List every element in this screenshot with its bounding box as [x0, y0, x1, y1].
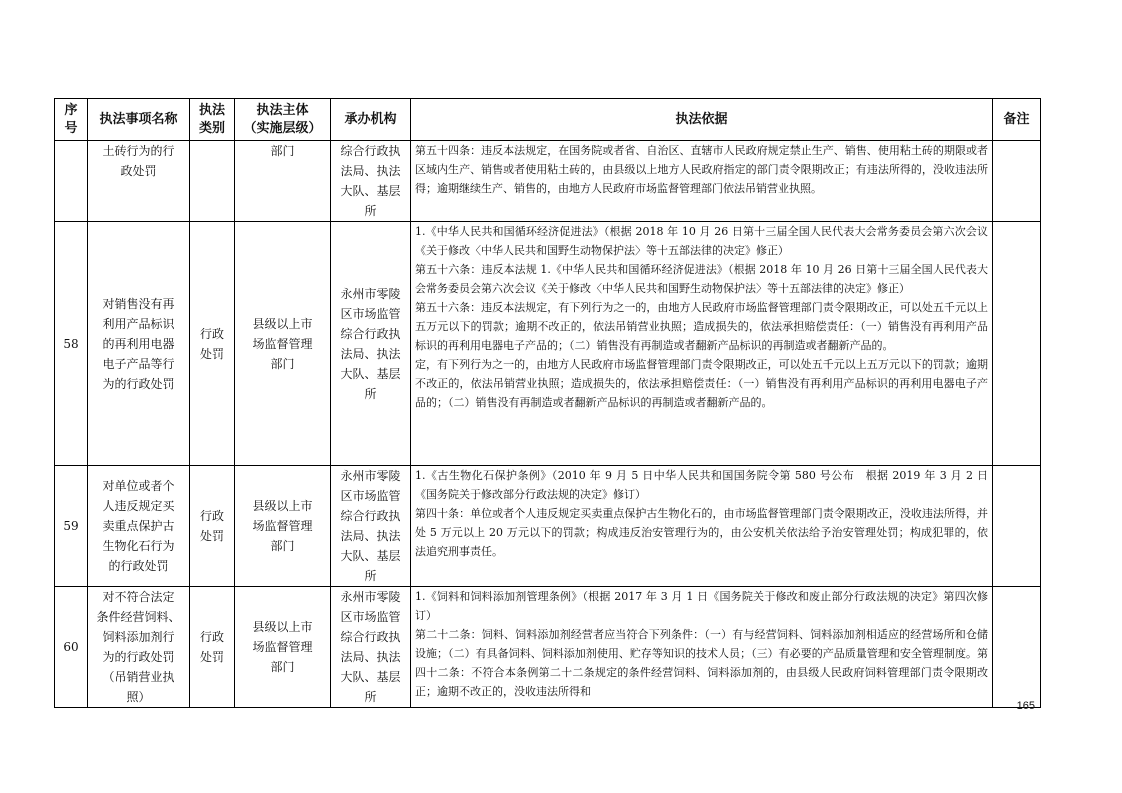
cell-seq: 59 — [55, 466, 88, 587]
header-category: 执法 类别 — [190, 99, 235, 141]
cell-category: 行政 处罚 — [190, 466, 235, 587]
cell-basis: 1.《古生物化石保护条例》（2010 年 9 月 5 日中华人民共和国国务院令第 580 号公布 根据 2019 年 3 月 2 日《国务院关于修改部分行政法规的决定》修订） 第四十条：单位或者个人违反规定买卖重点保护古生物化石的，由市场监督管理部门责令限期改正，没收违法所得，并处 5 万元以上 20 万元以下的罚款；构成违反治安管理行为的，由公安机关依法给予治安管理处罚；构成犯罪的，依法追究刑事责任。 — [411, 466, 993, 587]
cell-seq: 60 — [55, 587, 88, 708]
cell-name: 对不符合法定 条件经营饲料、 饲料添加剂行 为的行政处罚 （吊销营业执 照） — [88, 587, 190, 708]
header-subject: 执法主体 （实施层级） — [235, 99, 331, 141]
header-seq: 序 号 — [55, 99, 88, 141]
table-row — [55, 222, 1041, 466]
cell-subject: 县级以上市 场监督管理 部门 — [235, 222, 331, 466]
cell-remark — [993, 587, 1041, 708]
header-basis: 执法依据 — [411, 99, 993, 141]
header-org: 承办机构 — [331, 99, 411, 141]
page-number: 165 — [1016, 700, 1035, 712]
cell-org: 永州市零陵 区市场监管 综合行政执 法局、执法 大队、基层 所 — [331, 222, 411, 466]
cell-category — [190, 141, 235, 222]
cell-category: 行政 处罚 — [190, 587, 235, 708]
cell-basis: 1.《饲料和饲料添加剂管理条例》（根据 2017 年 3 月 1 日《国务院关于修改和废止部分行政法规的决定》第四次修订） 第二十二条：饲料、饲料添加剂经营者应当符合下列条件：（一）有与经营饲料、饲料添加剂相适应的经营场所和仓储设施；（二）有具备饲料、饲料添加剂使用、贮存等知识的技术人员；（三）有必要的产品质量管理和安全管理制度。第四十二条：不符合本条例第二十二条规定的条件经营饲料、饲料添加剂的，由县级人民政府饲料管理部门责令限期改正；逾期不改正的，没收违法所得和 — [411, 587, 993, 708]
cell-remark — [993, 141, 1041, 222]
enforcement-table — [54, 98, 1041, 708]
cell-org: 综合行政执 法局、执法 大队、基层 所 — [331, 141, 411, 222]
cell-org: 永州市零陵 区市场监管 综合行政执 法局、执法 大队、基层 所 — [331, 466, 411, 587]
table-row — [55, 141, 1041, 222]
cell-name: 土砖行为的行 政处罚 — [88, 141, 190, 222]
cell-remark — [993, 466, 1041, 587]
cell-seq: 58 — [55, 222, 88, 466]
cell-basis: 第五十四条：违反本法规定，在国务院或者省、自治区、直辖市人民政府规定禁止生产、销售、使用粘土砖的期限或者区域内生产、销售或者使用粘土砖的，由县级以上地方人民政府指定的部门责令限期改正；有违法所得的，没收违法所得；逾期继续生产、销售的，由地方人民政府市场监督管理部门依法吊销营业执照。 — [411, 141, 993, 222]
cell-basis: 1.《中华人民共和国循环经济促进法》（根据 2018 年 10 月 26 日第十三届全国人民代表大会常务委员会第六次会议《关于修改〈中华人民共和国野生动物保护法〉等十五部法律的决定》修正） 第五十六条：违反本法规 1.《中华人民共和国循环经济促进法》（根据 2018 年 10 月 26 日第十三届全国人民代表大会常务委员会第六次会议《关于修改〈中华人民共和国野生动物保护法〉等十五部法律的决定》修正） 第五十六条：违反本法规定，有下列行为之一的，由地方人民政府市场监督管理部门责令限期改正，可以处五千元以上五万元以下的罚款；逾期不改正的，依法吊销营业执照；造成损失的，依法承担赔偿责任：（一）销售没有再利用产品标识的再利用电器电子产品的；（二）销售没有再制造或者翻新产品标识的再制造或者翻新产品的。 定，有下列行为之一的，由地方人民政府市场监督管理部门责令限期改正，可以处五千元以上五万元以下的罚款；逾期不改正的，依法吊销营业执照；造成损失的，依法承担赔偿责任：（一）销售没有再利用产品标识的再利用电器电子产品的；（二）销售没有再制造或者翻新产品标识的再制造或者翻新产品的。 — [411, 222, 993, 466]
header-remark: 备注 — [993, 99, 1041, 141]
header-name: 执法事项名称 — [88, 99, 190, 141]
cell-org: 永州市零陵 区市场监管 综合行政执 法局、执法 大队、基层 所 — [331, 587, 411, 708]
cell-subject: 部门 — [235, 141, 331, 222]
cell-name: 对销售没有再 利用产品标识 的再利用电器 电子产品等行 为的行政处罚 — [88, 222, 190, 466]
cell-subject: 县级以上市 场监督管理 部门 — [235, 587, 331, 708]
cell-subject: 县级以上市 场监督管理 部门 — [235, 466, 331, 587]
cell-category: 行政 处罚 — [190, 222, 235, 466]
cell-seq — [55, 141, 88, 222]
cell-remark — [993, 222, 1041, 466]
table-header-row — [55, 99, 1041, 141]
table-row — [55, 587, 1041, 708]
cell-name: 对单位或者个 人违反规定买 卖重点保护古 生物化石行为 的行政处罚 — [88, 466, 190, 587]
table-row — [55, 466, 1041, 587]
